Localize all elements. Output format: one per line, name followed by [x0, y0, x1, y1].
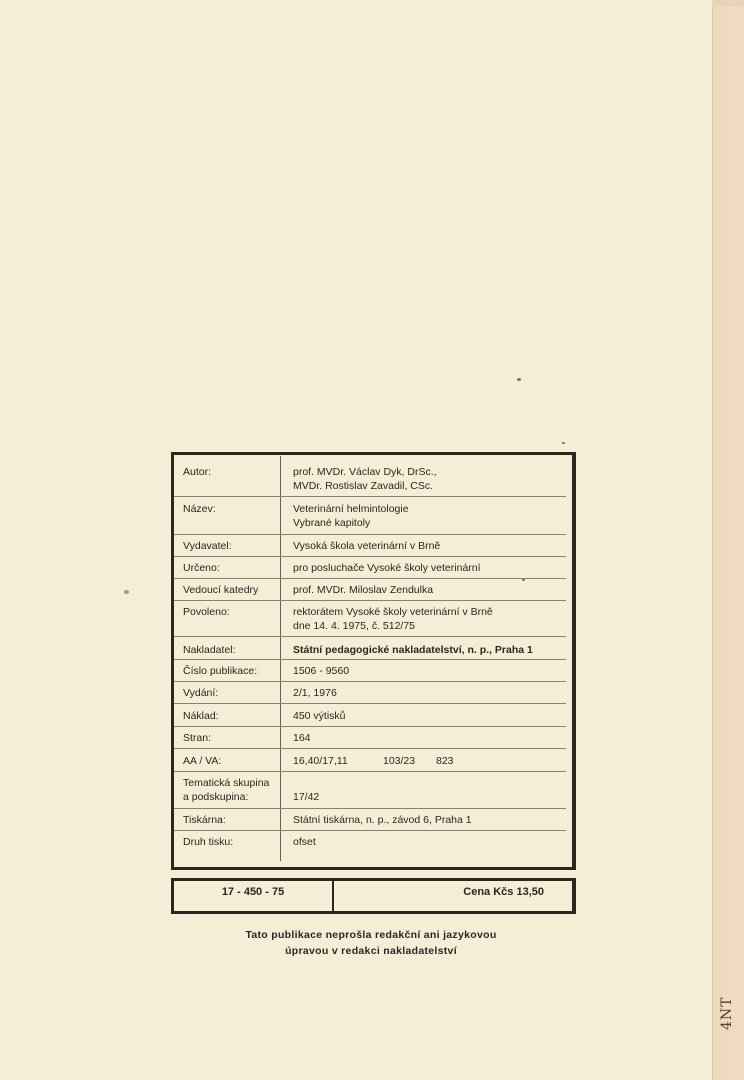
row-divider	[174, 600, 566, 601]
row-value: 17/42	[293, 791, 320, 803]
row-label: Číslo publikace:	[183, 665, 258, 677]
row-value: 1506 - 9560	[293, 665, 350, 677]
row-divider	[174, 659, 566, 660]
row-divider	[174, 808, 566, 809]
title-line-1: Veterinární helmintologie	[293, 503, 409, 515]
row-divider	[174, 830, 566, 831]
row-divider	[174, 681, 566, 682]
row-value: 450 výtisků	[293, 710, 346, 722]
row-label	[183, 776, 283, 804]
handwritten-note: 4NT	[719, 996, 735, 1030]
title-line-2: Vybrané kapitoly	[293, 517, 371, 529]
row-label: Název:	[183, 503, 216, 515]
paper-speck	[124, 590, 129, 594]
label-line-1: Tematická skupina	[183, 777, 270, 789]
publication-code: 17 - 450 - 75	[221, 886, 285, 898]
paper-speck	[517, 378, 521, 381]
row-divider	[174, 636, 566, 637]
row-divider	[174, 556, 566, 557]
row-label: Druh tisku:	[183, 836, 234, 848]
row-divider	[174, 748, 566, 749]
row-value: 16,40/17,11	[293, 755, 348, 767]
row-value: pro posluchače Vysoké školy veterinární	[293, 562, 481, 574]
row-divider	[174, 703, 566, 704]
row-value: Státní tiskárna, n. p., závod 6, Praha 1	[293, 814, 472, 826]
row-value: ofset	[293, 836, 316, 848]
row-value: Vysoká škola veterinární v Brně	[293, 540, 441, 552]
row-value: 164	[293, 732, 311, 744]
row-value	[293, 605, 563, 633]
row-label: Vydání:	[183, 687, 219, 699]
row-label: Tiskárna:	[183, 814, 226, 826]
row-value: 2/1, 1976	[293, 687, 337, 699]
paper-speck	[562, 442, 565, 444]
row-label: Vedoucí katedry	[183, 584, 259, 596]
row-value	[293, 502, 563, 530]
row-divider	[174, 771, 566, 772]
price: Cena Kčs 13,50	[463, 886, 544, 898]
row-label: Náklad:	[183, 710, 219, 722]
author-line-2: MVDr. Rostislav Zavadil, CSc.	[293, 480, 434, 492]
note-line-2: úpravou v redakci nakladatelství	[285, 945, 457, 957]
row-label: Vydavatel:	[183, 540, 232, 552]
row-label: Povoleno:	[183, 606, 230, 618]
permission-line-1: rektorátem Vysoké školy veterinární v Brně	[293, 606, 493, 618]
row-label: AA / VA:	[183, 755, 222, 767]
row-divider	[174, 578, 566, 579]
row-label: Stran:	[183, 732, 212, 744]
author-line-1: prof. MVDr. Václav Dyk, DrSc.,	[293, 466, 437, 478]
back-page-edge	[712, 0, 744, 1080]
back-page-edge-top	[712, 0, 744, 6]
row-divider	[174, 726, 566, 727]
row-value: Státní pedagogické nakladatelství, n. p., Praha 1	[293, 644, 533, 656]
row-divider	[174, 496, 566, 497]
row-value	[293, 465, 563, 493]
row-label: Autor:	[183, 466, 212, 478]
label-line-2: a podskupina:	[183, 791, 249, 803]
row-label: Nakladatel:	[183, 644, 236, 656]
note-line-1: Tato publikace neprošla redakční ani jazykovou	[245, 929, 497, 941]
row-value: prof. MVDr. Miloslav Zendulka	[293, 584, 434, 596]
row-label: Určeno:	[183, 562, 220, 574]
permission-line-2: dne 14. 4. 1975, č. 512/75	[293, 620, 416, 632]
row-divider	[174, 534, 566, 535]
footer-divider	[332, 881, 334, 911]
aa-va-code: 823	[436, 755, 454, 767]
editorial-note	[171, 927, 571, 959]
aa-va-sheets: 103/23	[383, 755, 416, 767]
